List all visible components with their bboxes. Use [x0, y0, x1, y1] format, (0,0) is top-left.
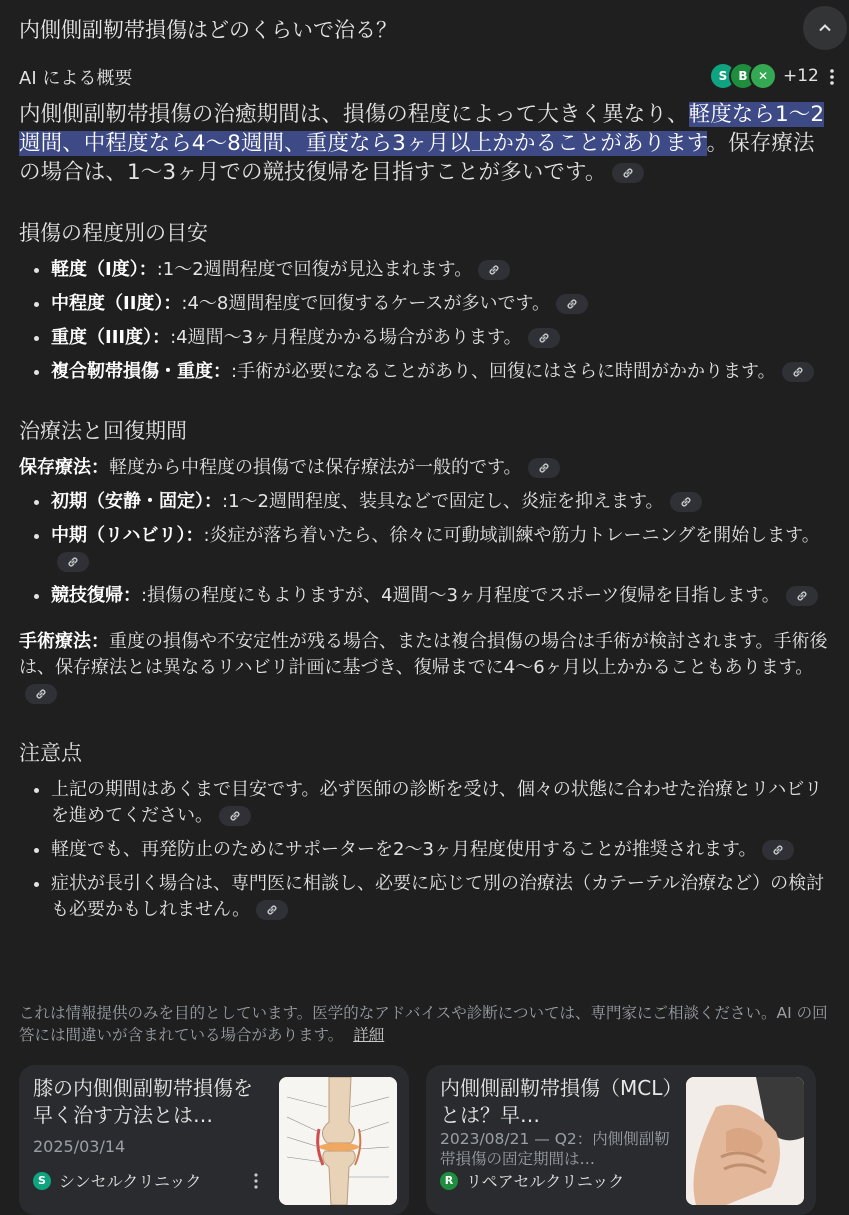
more-vert-icon[interactable]: [251, 1171, 261, 1191]
notes-list: [19, 777, 835, 923]
surgery-paragraph: 手術療法：重度の損傷や不安定性が残る場合、または複合損傷の場合は手術が検討されます。手術後は、保存療法とは異なるリハビリ計画に基づき、復帰までに4〜6ヶ月以上かかることもあります。: [19, 629, 835, 707]
source-card[interactable]: [19, 1065, 409, 1215]
knee-photo-icon: [686, 1077, 804, 1205]
link-icon: [679, 495, 693, 509]
source-link-button[interactable]: [786, 586, 818, 606]
more-options-button[interactable]: [822, 64, 842, 90]
source-link-button[interactable]: [556, 294, 588, 314]
link-icon: [621, 166, 635, 180]
source-cross-icon: ✕: [749, 62, 777, 90]
intro-text: 内側側副靭帯損傷の治癒期間は、損傷の程度によって大きく異なり、: [19, 102, 689, 127]
list-item: • 上記の期間はあくまで目安です。必ず医師の診断を受け、個々の状態に合わせた治療とリハビリを進めてください。: [51, 777, 835, 829]
source-link-button[interactable]: [478, 260, 510, 280]
intro-text-after: 。保存療法の場合は、1〜3ヶ月での競技復帰を目指すことが多いです。: [19, 131, 815, 185]
source-link-button[interactable]: [528, 328, 560, 348]
card-title: 膝の内側側副靭帯損傷を早く治す方法とは…: [33, 1076, 253, 1127]
section-heading-treatment: 治療法と回復期間: [19, 419, 187, 443]
collapse-button[interactable]: [803, 6, 847, 50]
list-item: • 複合靭帯損傷・重度：:手術が必要になることがあり、回復にはさらに時間がかかります。: [51, 359, 835, 385]
treatment-list: [19, 489, 835, 609]
section-heading-notes: 注意点: [19, 741, 82, 765]
card-thumbnail-knee-photo: [686, 1077, 804, 1205]
link-icon: [537, 461, 551, 475]
card-site: [33, 1169, 201, 1192]
link-icon: [565, 297, 579, 311]
source-link-button[interactable]: [528, 458, 560, 478]
list-item: • 重度（III度）：:4週間〜3ヶ月程度かかる場合があります。: [51, 325, 835, 351]
detail-link[interactable]: 詳細: [353, 1026, 385, 1044]
source-link-button[interactable]: [762, 840, 794, 860]
site-logo-icon: R: [440, 1172, 458, 1190]
card-site: [440, 1169, 624, 1192]
card-date: 2025/03/14: [33, 1137, 126, 1156]
severity-list: [19, 257, 835, 385]
source-doc-icon: B: [729, 62, 757, 90]
section-heading-severity: 損傷の程度別の目安: [19, 221, 208, 245]
list-item: • 初期（安静・固定）：:1〜2週間程度、装具などで固定し、炎症を抑えます。: [51, 489, 835, 515]
ai-overview-content: [19, 100, 835, 931]
source-link-button[interactable]: [612, 163, 644, 183]
conservative-paragraph: 保存療法：軽度から中程度の損傷では保存療法が一般的です。: [19, 455, 835, 481]
source-s-icon: S: [709, 62, 737, 90]
sources-button[interactable]: [709, 62, 819, 90]
sources-count: +12: [783, 66, 819, 86]
card-title: 内側側副靭帯損傷（MCL）とは？早…: [440, 1076, 673, 1127]
card-site-name: シンセルクリニック: [59, 1172, 202, 1191]
search-question: 内側側副靭帯損傷はどのくらいで治る？: [19, 18, 397, 42]
source-link-button[interactable]: [670, 492, 702, 512]
source-link-button[interactable]: [25, 684, 57, 704]
link-icon: [265, 903, 279, 917]
link-icon: [66, 555, 80, 569]
intro-paragraph: [19, 100, 835, 187]
link-icon: [771, 843, 785, 857]
chevron-up-icon: [817, 20, 833, 36]
link-icon: [34, 687, 48, 701]
list-item: • 軽度（I度）：:1〜2週間程度で回復が見込まれます。: [51, 257, 835, 283]
source-link-button[interactable]: [782, 362, 814, 382]
intro-highlight: 軽度なら1〜2週間、中程度なら4〜8週間、重度なら3ヶ月以上かかることがあります: [19, 102, 825, 156]
link-icon: [487, 263, 501, 277]
source-card[interactable]: [426, 1065, 816, 1215]
ai-overview-label: AI による概要: [19, 68, 133, 89]
link-icon: [795, 589, 809, 603]
site-s-icon: S: [33, 1172, 51, 1190]
card-thumbnail-knee-diagram: [279, 1077, 397, 1205]
more-vert-icon: [829, 68, 835, 86]
source-link-button[interactable]: [256, 900, 288, 920]
card-snippet: 2023/08/21 — Q2：内側側副靭帯損傷の固定期間は…: [440, 1130, 670, 1168]
list-item: • 中期（リハビリ）：:炎症が落ち着いたら、徐々に可動域訓練や筋力トレーニングを開始します。: [51, 523, 835, 575]
list-item: • 軽度でも、再発防止のためにサポーターを2〜3ヶ月程度使用することが推奨されます。: [51, 837, 835, 863]
disclaimer: [19, 1002, 831, 1046]
link-icon: [228, 809, 242, 823]
card-site-name: リペアセルクリニック: [466, 1172, 625, 1191]
list-item: • 症状が長引く場合は、専門医に相談し、必要に応じて別の治療法（カテーテル治療など）の検討も必要かもしれません。: [51, 871, 835, 923]
source-link-button[interactable]: [57, 552, 89, 572]
link-icon: [537, 331, 551, 345]
knee-diagram-icon: [279, 1077, 397, 1205]
disclaimer-text: これは情報提供のみを目的としています。医学的なアドバイスや診断については、専門家にご相談ください。AI の回答には間違いが含まれている場合があります。: [19, 1004, 828, 1044]
link-icon: [791, 365, 805, 379]
list-item: • 中程度（II度）：:4〜8週間程度で回復するケースが多いです。: [51, 291, 835, 317]
source-link-button[interactable]: [219, 806, 251, 826]
list-item: • 競技復帰：:損傷の程度にもよりますが、4週間〜3ヶ月程度でスポーツ復帰を目指します。: [51, 583, 835, 609]
